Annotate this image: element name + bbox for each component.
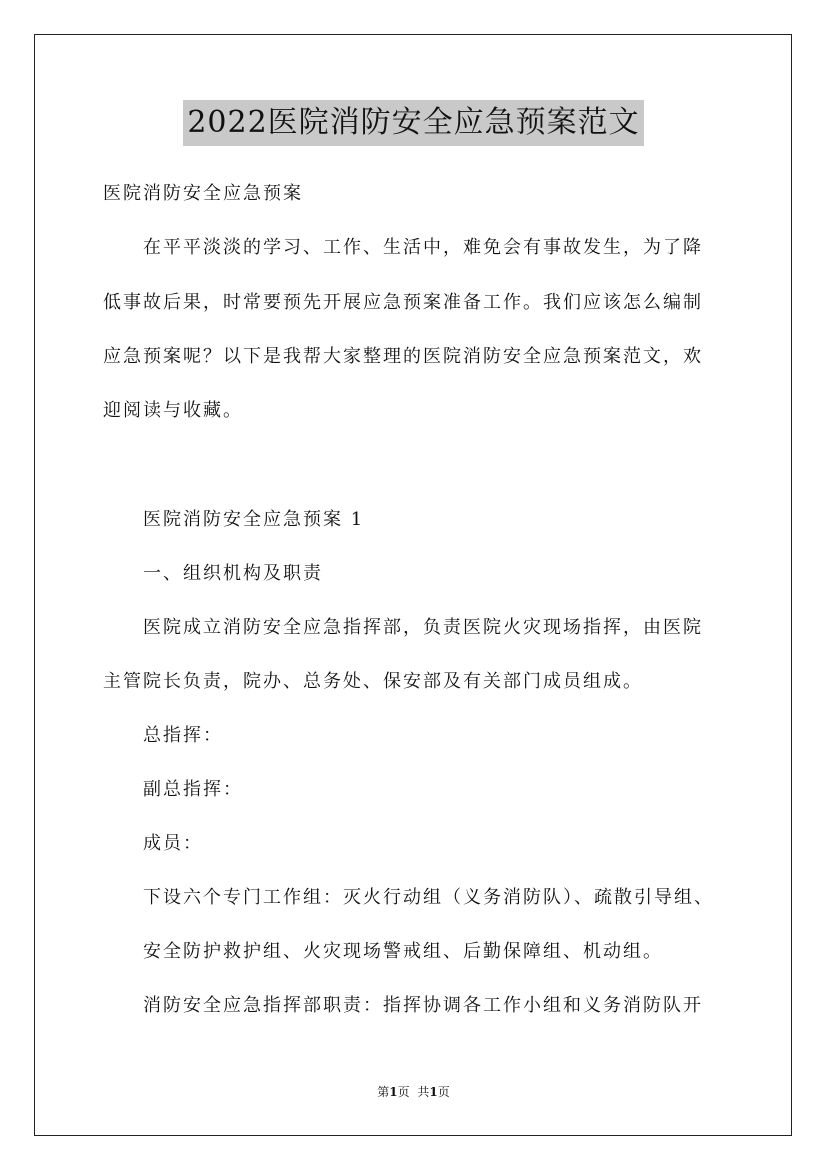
subsection-heading: 医院消防安全应急预案 1 (143, 509, 365, 530)
paragraph-line: 消防安全应急指挥部职责：指挥协调各工作小组和义务消防队开 (143, 995, 703, 1016)
paragraph-line: 安全防护救护组、火灾现场警戒组、后勤保障组、机动组。 (143, 941, 663, 962)
section-heading: 医院消防安全应急预案 (103, 183, 303, 204)
paragraph-line: 应急预案呢？以下是我帮大家整理的医院消防安全应急预案范文，欢 (103, 346, 703, 367)
paragraph-line: 迎阅读与收藏。 (103, 400, 243, 421)
total-prefix: 共 (417, 1085, 430, 1099)
paragraph-line: 主管院长负责，院办、总务处、保安部及有关部门成员组成。 (103, 671, 643, 692)
paragraph-line: 下设六个专门工作组：灭火行动组（义务消防队）、疏散引导组、 (143, 887, 714, 908)
paragraph-line: 医院成立消防安全应急指挥部，负责医院火灾现场指挥，由医院 (143, 617, 703, 638)
page-footer (0, 1084, 827, 1100)
paragraph-line: 副总指挥： (143, 779, 243, 800)
page-suffix: 页 (397, 1085, 410, 1099)
title-container (0, 100, 827, 146)
page-prefix: 第 (377, 1085, 390, 1099)
document-title: 2022医院消防安全应急预案范文 (183, 100, 643, 146)
paragraph-line: 总指挥： (143, 725, 223, 746)
paragraph-line: 成员： (143, 833, 203, 854)
total-pages: 1 (429, 1085, 438, 1099)
paragraph-line: 低事故后果，时常要预先开展应急预案准备工作。我们应该怎么编制 (103, 292, 703, 313)
subsection-heading: 一、组织机构及职责 (143, 563, 323, 584)
paragraph-line: 在平平淡淡的学习、工作、生活中，难免会有事故发生，为了降 (143, 237, 703, 258)
total-suffix: 页 (437, 1085, 450, 1099)
page-number: 1 (389, 1085, 398, 1099)
